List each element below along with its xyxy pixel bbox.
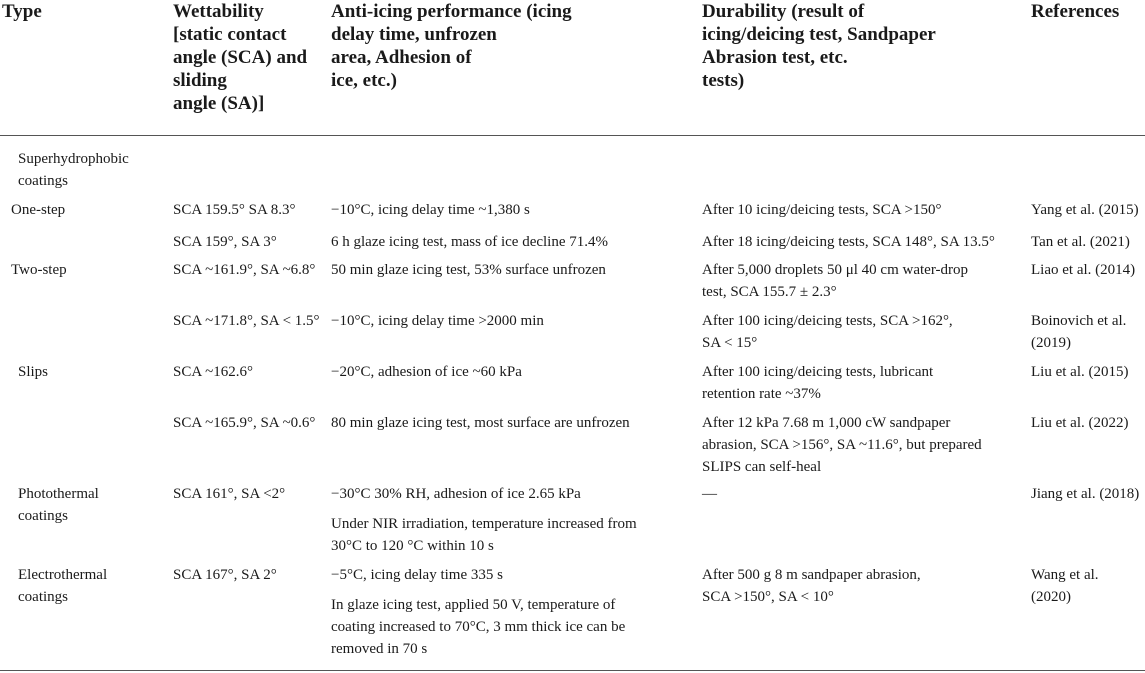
cell-reference: [1031, 361, 1128, 383]
cell-line: Liu et al. (2015): [1031, 364, 1129, 380]
header-line: area, Adhesion of: [331, 47, 472, 68]
cell-line: After 500 g 8 m sandpaper abrasion,: [702, 567, 921, 583]
cell-line: SCA ~165.9°, SA ~0.6°: [173, 415, 316, 431]
cell-line: After 5,000 droplets 50 μl 40 cm water-drop: [702, 262, 969, 278]
cell-durability: [702, 412, 982, 478]
cell-line: Yang et al. (2015): [1031, 202, 1139, 218]
cell-line: After 100 icing/deicing tests, SCA >162°,: [702, 313, 953, 329]
header-anti-icing: [331, 0, 572, 92]
cell-line: —: [702, 486, 717, 502]
cell-durability: [702, 310, 953, 354]
header-line: delay time, unfrozen: [331, 24, 497, 45]
cell-wettability: [173, 483, 285, 505]
header-line: Abrasion test, etc.: [702, 47, 848, 68]
header-references: [1031, 0, 1119, 23]
cell-reference: [1031, 310, 1126, 354]
cell-line: Electrothermal: [18, 567, 108, 583]
cell-line: SLIPS can self-heal: [702, 459, 822, 475]
cell-line: SCA 159.5° SA 8.3°: [173, 202, 296, 218]
cell-anti-icing: [331, 513, 637, 557]
cell-wettability: [173, 310, 320, 332]
cell-type: [18, 361, 48, 383]
cell-reference: [1031, 412, 1128, 434]
cell-anti-icing: [331, 259, 606, 281]
cell-durability: [702, 361, 933, 405]
cell-line: After 100 icing/deicing tests, lubricant: [702, 364, 934, 380]
cell-line: Photothermal: [18, 486, 99, 502]
header-wettability: [173, 0, 307, 115]
header-line: angle (SA)]: [173, 93, 265, 114]
cell-wettability: [173, 361, 253, 383]
header-line: Wettability: [173, 1, 264, 22]
cell-line: (2019): [1031, 335, 1071, 351]
cell-durability: [702, 564, 921, 608]
cell-line: SCA ~162.6°: [173, 364, 253, 380]
cell-line: Wang et al.: [1031, 567, 1099, 583]
cell-line: SA < 15°: [702, 335, 758, 351]
header-line: Durability (result of: [702, 1, 865, 22]
cell-line: SCA ~161.9°, SA ~6.8°: [173, 262, 316, 278]
cell-anti-icing: [331, 564, 503, 586]
cell-line: −10°C, icing delay time >2000 min: [331, 313, 544, 329]
cell-line: SCA ~171.8°, SA < 1.5°: [173, 313, 320, 329]
cell-line: −5°C, icing delay time 335 s: [331, 567, 503, 583]
cell-anti-icing: [331, 310, 544, 332]
header-divider: [0, 135, 1145, 136]
cell-line: coatings: [18, 508, 68, 524]
cell-line: −30°C 30% RH, adhesion of ice 2.65 kPa: [331, 486, 581, 502]
cell-reference: [1031, 483, 1139, 505]
header-line: icing/deicing test, Sandpaper: [702, 24, 936, 45]
cell-line: −20°C, adhesion of ice ~60 kPa: [331, 364, 522, 380]
cell-line: SCA 161°, SA <2°: [173, 486, 286, 502]
cell-line: (2020): [1031, 589, 1071, 605]
cell-line: 30°C to 120 °C within 10 s: [331, 538, 494, 554]
cell-line: Superhydrophobic: [18, 151, 129, 167]
cell-line: Liao et al. (2014): [1031, 262, 1136, 278]
cell-line: coatings: [18, 589, 68, 605]
cell-line: SCA 159°, SA 3°: [173, 234, 277, 250]
cell-durability: [702, 483, 717, 505]
cell-wettability: [173, 259, 315, 281]
cell-line: Jiang et al. (2018): [1031, 486, 1140, 502]
cell-line: 80 min glaze icing test, most surface are unfrozen: [331, 415, 630, 431]
cell-line: removed in 70 s: [331, 641, 428, 657]
cell-line: SCA 167°, SA 2°: [173, 567, 277, 583]
cell-anti-icing: [331, 483, 581, 505]
header-line: Anti-icing performance (icing: [331, 1, 572, 22]
cell-line: coating increased to 70°C, 3 mm thick ice can be: [331, 619, 626, 635]
cell-wettability: [173, 199, 295, 221]
cell-anti-icing: [331, 412, 630, 434]
header-line: sliding: [173, 70, 227, 91]
header-durability: [702, 0, 936, 92]
cell-reference: [1031, 564, 1099, 608]
cell-durability: [702, 259, 968, 303]
cell-line: One-step: [11, 202, 66, 218]
header-type: [2, 0, 42, 23]
cell-anti-icing: [331, 594, 625, 660]
cell-reference: [1031, 231, 1130, 253]
cell-line: SCA >150°, SA < 10°: [702, 589, 834, 605]
cell-line: Two-step: [11, 262, 67, 278]
header-line: [static contact: [173, 24, 287, 45]
cell-reference: [1031, 199, 1139, 221]
cell-line: Tan et al. (2021): [1031, 234, 1130, 250]
table-bottom-rule: [0, 670, 1145, 671]
cell-line: −10°C, icing delay time ~1,380 s: [331, 202, 530, 218]
header-line: References: [1031, 1, 1120, 22]
cell-durability: [702, 231, 995, 253]
cell-line: Under NIR irradiation, temperature increased from: [331, 516, 637, 532]
cell-line: Liu et al. (2022): [1031, 415, 1129, 431]
header-line: Type: [2, 1, 42, 22]
cell-type: [18, 483, 99, 527]
cell-line: retention rate ~37%: [702, 386, 821, 402]
cell-line: Boinovich et al.: [1031, 313, 1127, 329]
cell-wettability: [173, 412, 315, 434]
cell-anti-icing: [331, 361, 522, 383]
cell-line: After 10 icing/deicing tests, SCA >150°: [702, 202, 942, 218]
cell-type: [18, 564, 107, 608]
header-line: tests): [702, 70, 745, 91]
cell-line: 6 h glaze icing test, mass of ice decline 71.4%: [331, 234, 608, 250]
cell-anti-icing: [331, 231, 608, 253]
cell-line: Slips: [18, 364, 49, 380]
cell-line: 50 min glaze icing test, 53% surface unfrozen: [331, 262, 606, 278]
cell-durability: [702, 199, 941, 221]
cell-line: coatings: [18, 173, 68, 189]
cell-line: test, SCA 155.7 ± 2.3°: [702, 284, 837, 300]
cell-wettability: [173, 564, 277, 586]
cell-line: abrasion, SCA >156°, SA ~11.6°, but prepared: [702, 437, 982, 453]
cell-anti-icing: [331, 199, 530, 221]
cell-type: [11, 259, 67, 281]
cell-type: [18, 148, 129, 192]
cell-wettability: [173, 231, 277, 253]
header-line: ice, etc.): [331, 70, 397, 91]
cell-line: After 12 kPa 7.68 m 1,000 cW sandpaper: [702, 415, 951, 431]
cell-line: In glaze icing test, applied 50 V, temperature of: [331, 597, 616, 613]
cell-line: After 18 icing/deicing tests, SCA 148°, SA 13.5°: [702, 234, 995, 250]
header-line: angle (SCA) and: [173, 47, 308, 68]
cell-reference: [1031, 259, 1135, 281]
cell-type: [11, 199, 65, 221]
